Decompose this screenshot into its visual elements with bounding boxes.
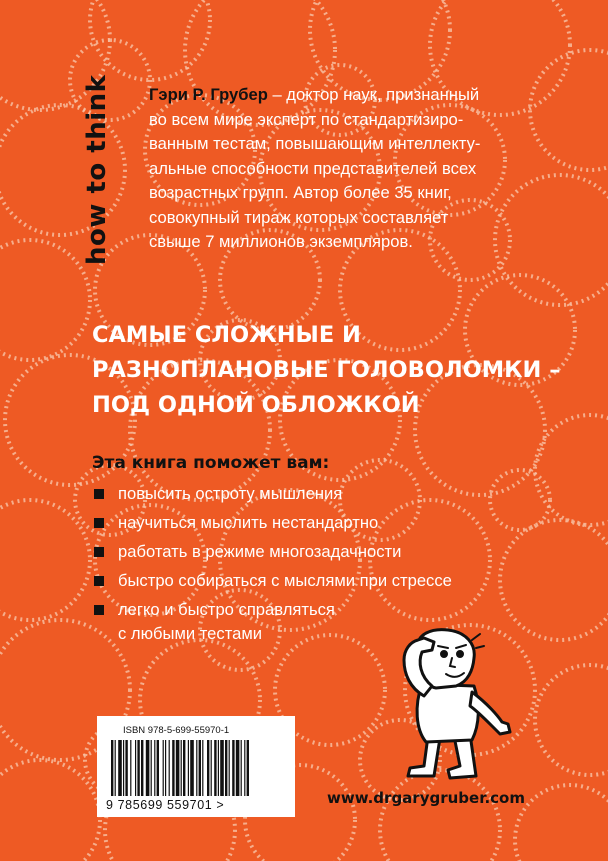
barcode-bar: [225, 740, 227, 796]
about-line: совокупный тираж которых составляет: [149, 207, 449, 227]
square-bullet-icon: [94, 605, 104, 615]
barcode-bar: [118, 740, 122, 796]
barcode-bar: [151, 740, 152, 796]
barcode-bar: [123, 740, 124, 796]
barcode-bar: [220, 740, 224, 796]
headline: [92, 318, 592, 423]
barcode-bar: [247, 740, 249, 796]
barcode-bar: [154, 740, 155, 796]
thinking-man-mascot-icon: [388, 626, 538, 786]
benefit-text: научиться мыслить нестандартно: [118, 513, 379, 532]
benefit-text: легко и быстро справляться: [118, 600, 335, 619]
about-line: во всем мире эксперт по стандартизиро-: [149, 109, 464, 129]
barcode-bar: [176, 740, 180, 796]
barcode-digits: 9 785699 559701 >: [106, 798, 225, 812]
headline-line: ПОД ОДНОЙ ОБЛОЖКОЙ: [92, 392, 420, 418]
barcode-bar: [111, 740, 113, 796]
isbn-number: ISBN 978-5-699-55970-1: [123, 725, 230, 736]
barcode-bar: [181, 740, 182, 796]
barcode-bar: [157, 740, 159, 796]
square-bullet-icon: [94, 547, 104, 557]
barcode-bar: [196, 740, 197, 796]
barcode-bar: [236, 740, 240, 796]
barcode-bars: [111, 740, 283, 800]
barcode-bar: [163, 740, 164, 796]
headline-line: РАЗНОПЛАНОВЫЕ ГОЛОВОЛОМКИ –: [92, 357, 561, 383]
decorative-ring: [0, 240, 90, 360]
barcode-panel: [97, 716, 295, 817]
barcode-bar: [214, 740, 216, 796]
benefit-text: с любыми тестами: [118, 624, 263, 643]
barcode-bar: [232, 740, 234, 796]
barcode-bar: [115, 740, 116, 796]
barcode-bar: [229, 740, 230, 796]
about-line: свыше 7 миллионов экземпляров.: [149, 232, 413, 251]
about-line: – доктор наук, признанный: [267, 85, 480, 104]
barcode-bar: [199, 740, 201, 796]
benefit-item: [92, 511, 552, 535]
barcode-bar: [130, 740, 131, 796]
square-bullet-icon: [94, 576, 104, 586]
barcode-bar: [137, 740, 139, 796]
benefit-text: быстро собираться с мыслями при стрессе: [118, 571, 452, 590]
benefit-item: [92, 540, 552, 564]
barcode-bar: [183, 740, 185, 796]
barcode-bar: [202, 740, 203, 796]
barcode-bar: [241, 740, 242, 796]
decorative-ring: [0, 760, 100, 861]
author-description: [149, 83, 589, 255]
decorative-ring: [0, 500, 90, 620]
barcode-bar: [141, 740, 143, 796]
barcode-bar: [244, 740, 245, 796]
square-bullet-icon: [94, 489, 104, 499]
decorative-ring: [535, 665, 608, 775]
square-bullet-icon: [94, 518, 104, 528]
vertical-series-tag: how to think: [82, 74, 112, 265]
headline-line: САМЫЕ СЛОЖНЫЕ И: [92, 322, 361, 348]
author-name: Гэри Р. Грубер: [149, 85, 268, 104]
barcode-bar: [135, 740, 136, 796]
benefit-item: [92, 482, 552, 506]
benefit-text: повысить остроту мышления: [118, 484, 343, 503]
benefit-item: [92, 569, 552, 593]
benefits-title: Эта книга поможет вам:: [92, 453, 330, 473]
barcode-bar: [218, 740, 219, 796]
about-line: возрастных групп. Автор более 35 книг,: [149, 183, 452, 202]
barcode-bar: [188, 740, 189, 796]
barcode-bar: [165, 740, 166, 796]
benefit-text: работать в режиме многозадачности: [118, 542, 402, 561]
barcode-bar: [169, 740, 170, 796]
website-url: www.drgarygruber.com: [327, 789, 525, 807]
about-line: ванным тестам, повышающим интеллекту-: [149, 134, 481, 153]
barcode-bar: [190, 740, 194, 796]
barcode-bar: [207, 740, 209, 796]
barcode-bar: [146, 740, 150, 796]
barcode-bar: [211, 740, 212, 796]
barcode-bar: [172, 740, 174, 796]
barcode-bar: [125, 740, 127, 796]
about-line: альные способности представителей всех: [149, 158, 477, 178]
decorative-ring: [515, 785, 608, 861]
